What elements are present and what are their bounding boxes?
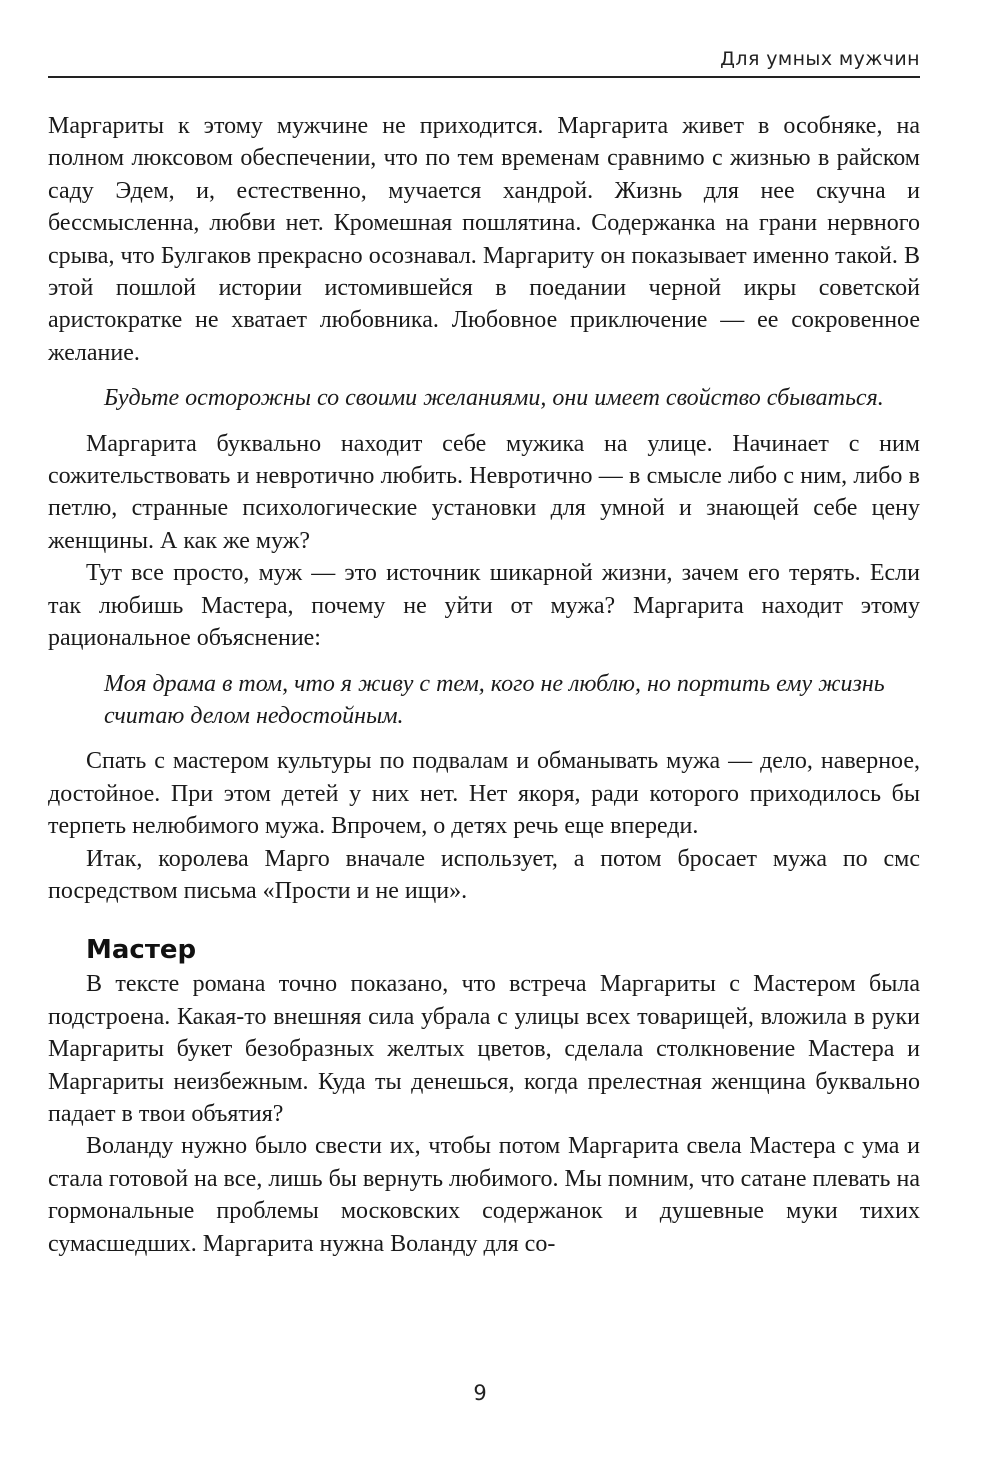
paragraph-2: Маргарита буквально находит себе мужика на улице. Начинает с ним сожительствовать и невротично любить. Невротично — в смысле либо с ним, либо в петлю, странные психологические установки для умной и знающей себе цену женщины. А как же муж? [48, 430, 920, 554]
paragraph-7: Воланду нужно было свести их, чтобы потом Маргарита свела Мастера с ума и стала готовой на все, лишь бы вернуть любимого. Мы помним, что сатане плевать на гормональные проблемы московских содержанок и душевные муки тихих сумасшедших. Маргарита нужна Воланду для со- [48, 1133, 920, 1257]
paragraph-6: В тексте романа точно показано, что встреча Маргариты с Мастером была подстроена. Какая-то внешняя сила убрала с улицы всех товарищей, вложила в руки Маргариты букет безобразных желтых цветов, сделала столкновение Мастера и Маргариты неизбежным. Куда ты денешься, когда прелестная женщина буквально падает в твои объятия? [48, 971, 920, 1127]
paragraph-3: Тут все просто, муж — это источник шикарной жизни, зачем его терять. Если так любишь Мастера, почему не уйти от мужа? Маргарита находит этому рациональное объяснение: [48, 560, 920, 652]
paragraph-4: Спать с мастером культуры по подвалам и обманывать мужа — дело, наверное, достойное. При этом детей у них нет. Нет якоря, ради которого приходилось бы терпеть нелюбимого мужа. Впрочем, о детях речь еще впереди. [48, 748, 920, 840]
running-header: Для умных мужчин [720, 48, 920, 70]
quote-1: Будьте осторожны со своими желаниями, они имеет свойство сбываться. [104, 385, 884, 412]
page-number: 9 [473, 1381, 487, 1405]
header-rule [48, 76, 920, 78]
paragraph-5: Итак, королева Марго вначале использует, а потом бросает мужа по смс посредством письма «Прости и не ищи». [48, 845, 920, 904]
paragraph-1: Маргариты к этому мужчине не приходится. Маргарита живет в особняке, на полном люксовом обеспечении, что по тем временам сравнимо с жизнью в райском саду Эдем, и, естественно, мучается хандрой. Жизнь для нее скучна и бессмысленна, любви нет. Кромешная пошлятина. Содержанка на грани нервного срыва, что Булгаков прекрасно осознавал. Маргариту он показывает именно такой. В этой пошлой истории истомившейся в поедании черной икры советской аристократке не хватает любовника. Любовное приключение — ее сокровенное желание. [48, 113, 920, 366]
section-heading: Мастер [86, 935, 197, 966]
page-body [48, 110, 920, 1260]
quote-2: Моя драма в том, что я живу с тем, кого не люблю, но портить ему жизнь считаю делом недостойным. [104, 670, 885, 729]
